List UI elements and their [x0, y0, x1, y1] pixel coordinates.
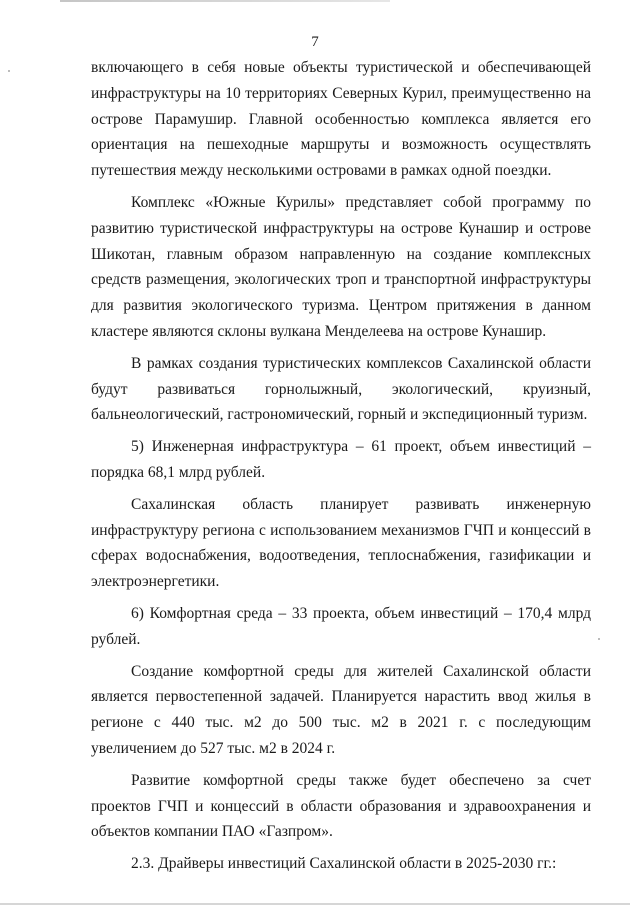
- scan-speck: [8, 70, 10, 72]
- paragraph-engineering-infrastructure: 5) Инженерная инфраструктура – 61 проект, объем инвестиций – порядка 68,1 млрд рублей.: [91, 438, 591, 481]
- page-number: 7: [311, 34, 319, 50]
- paragraph-comfortable-environment: 6) Комфортная среда – 33 проекта, объем инвестиций – 170,4 млрд рублей.: [91, 604, 591, 648]
- paragraph-housing: Создание комфортной среды для жителей Сахалинской области является первостепенной задачей. Планируется нарастить ввод жилья в регионе с 440 тыс. м2 до 500 тыс. м2 в 2021 г. с последующим увеличением до 527 тыс. м2 в 2024 г.: [91, 662, 591, 757]
- scan-speck: [598, 638, 600, 640]
- paragraph-1-continuation: включающего в себя новые объекты туристической и обеспечивающей инфраструктуры на 10 территориях Северных Курил, преимущественно на острове Парамушир. Главной особенностью комплекса является его ориентация на пешеходные маршруты и возможность осуществлять путешествия между несколькими островами в рамках одной поездки.: [91, 59, 591, 180]
- scan-edge-top: [60, 0, 390, 2]
- paragraph-engineering-plans: Сахалинская область планирует развивать инженерную инфраструктуру региона с использованием механизмов ГЧП и концессий в сферах водоснабжения, водоотведения, теплоснабжения, газификации и электроэнергетики.: [91, 495, 591, 591]
- document-body: [91, 55, 591, 877]
- section-heading-drivers: 2.3. Драйверы инвестиций Сахалинской области в 2025-2030 гг.:: [131, 855, 557, 873]
- paragraph-tourism-types: В рамках создания туристических комплексов Сахалинской области будут развиваться горнолыжный, экологический, круизный, бальнеологический, гастрономический, горный и экспедиционный туризм.: [91, 354, 591, 424]
- paragraph-ppp-projects: Развитие комфортной среды также будет обеспечено за счет проектов ГЧП и концессий в области образования и здравоохранения и объектов компании ПАО «Газпром».: [91, 771, 591, 841]
- paragraph-south-kurils: Комплекс «Южные Курилы» представляет собой программу по развитию туристической инфраструктуры на острове Кунашир и острове Шикотан, главным образом направленную на создание комплексных средств размещения, экологических троп и транспортной инфраструктуры для развития экологического туризма. Центром притяжения в данном кластере являются склоны вулкана Менделеева на острове Кунашир.: [91, 193, 591, 340]
